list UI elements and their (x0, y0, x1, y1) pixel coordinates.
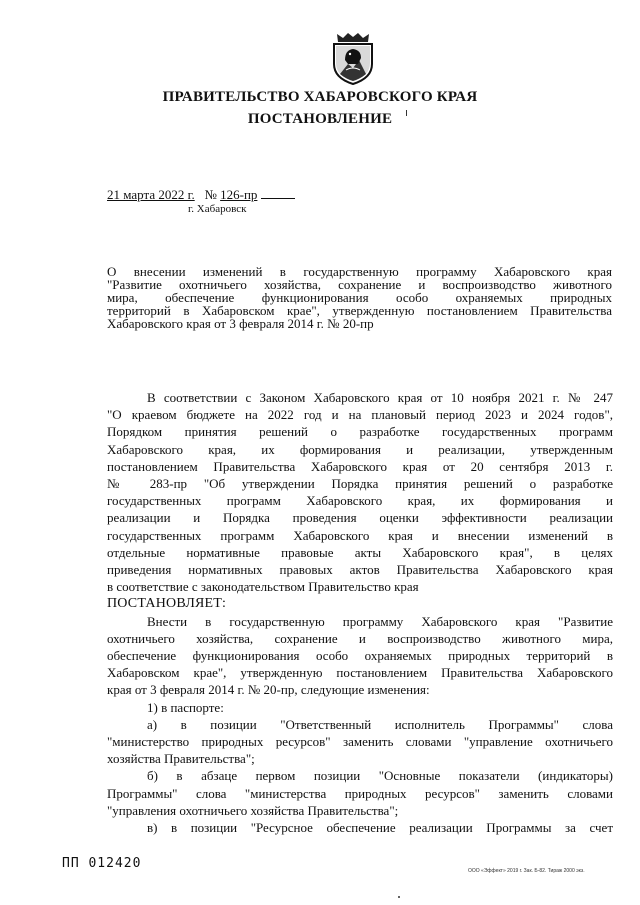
body-line: № 283-пр "Об утверждении Порядка принятия решений о разработке (107, 476, 613, 492)
body-line: отдельные нормативные правовые акты Хабаровского края", в целях (107, 544, 613, 560)
body-line: реализации и Порядка проведения оценки эффективности реализации (107, 510, 613, 526)
resolution-word: ПОСТАНОВЛЯЕТ: (107, 596, 227, 612)
date-number-line (107, 187, 295, 203)
number-underline (261, 187, 295, 199)
document-subject (107, 265, 612, 330)
subject-line: Хабаровского края от 3 февраля 2014 г. № 20-пр (107, 316, 374, 331)
coat-of-arms-emblem (328, 30, 378, 86)
body-line: в соответствие с законодательством Правительство края (107, 579, 419, 595)
body-line: государственных программ Хабаровского края и внесении изменений в (107, 527, 613, 543)
body-line: "управления охотничьего хозяйства Правительства"; (107, 802, 399, 818)
document-city: г. Хабаровск (188, 203, 247, 215)
printer-imprint: ООО «Эффект» 2019 г. Зак. Б-82. Тираж 2000 экз. (468, 868, 585, 874)
body-line: края от 3 февраля 2014 г. № 20-пр, следующие изменения: (107, 682, 430, 698)
list-item: 1) в паспорте: (147, 699, 224, 715)
body-line: приведения нормативных правовых актов Правительства Хабаровского края (107, 562, 613, 578)
subject-line: "Развитие охотничьего хозяйства, сохранение и воспроизводство животного (107, 277, 612, 292)
body-line: Хабаровском крае", утвержденную постановлением Правительства Хабаровского (107, 665, 613, 681)
serial-number: ПП 012420 (62, 856, 142, 871)
document-number: 126-пр (220, 187, 258, 202)
subject-line: территорий в Хабаровском крае", утвержденную постановлением Правительства (107, 303, 612, 318)
body-line: В соответствии с Законом Хабаровского края от 10 ноября 2021 г. № 247 (147, 390, 613, 405)
number-label: № (204, 187, 217, 202)
body-line: обеспечение функционирования особо охраняемых природных территорий в (107, 648, 613, 664)
body-line: охотничьего хозяйства, сохранение и воспроизводство животного мира, (107, 630, 613, 646)
body-line: государственных программ Хабаровского края, их формирования и (107, 493, 613, 509)
body-line: Программы" слова "министерства природных ресурсов" заменить словами (107, 785, 613, 801)
body-line: постановлением Правительства Хабаровского края от 20 сентября 2013 г. (107, 458, 613, 474)
body-line: Внести в государственную программу Хабаровского края "Развитие (147, 613, 613, 629)
body-line: "О краевом бюджете на 2022 год и на плановый период 2023 и 2024 годов", (107, 407, 613, 423)
document-body (107, 389, 613, 836)
list-item: б) в абзаце первом позиции "Основные показатели (индикаторы) (147, 768, 613, 784)
body-line: хозяйства Правительства"; (107, 751, 255, 767)
subject-line: мира, обеспечение функционирования особо охраняемых природных (107, 290, 612, 305)
document-type: ПОСТАНОВЛЕНИЕ (247, 111, 393, 127)
body-line: "министерство природных ресурсов" заменить словами "управление охотничьего (107, 734, 613, 750)
document-date: 21 марта 2022 г. (107, 187, 195, 202)
subject-line: О внесении изменений в государственную программу Хабаровского края (107, 264, 612, 279)
government-name: ПРАВИТЕЛЬСТВО ХАБАРОВСКОГО КРАЯ (162, 89, 478, 105)
list-item: а) в позиции "Ответственный исполнитель Программы" слова (147, 716, 613, 732)
list-item: в) в позиции "Ресурсное обеспечение реализации Программы за счет (147, 820, 613, 836)
body-line: Хабаровского края, их формирования и реализации, утвержденным (107, 441, 613, 457)
body-line: Порядком принятия решений о разработке государственных программ (107, 424, 613, 440)
scan-dot (398, 896, 400, 898)
